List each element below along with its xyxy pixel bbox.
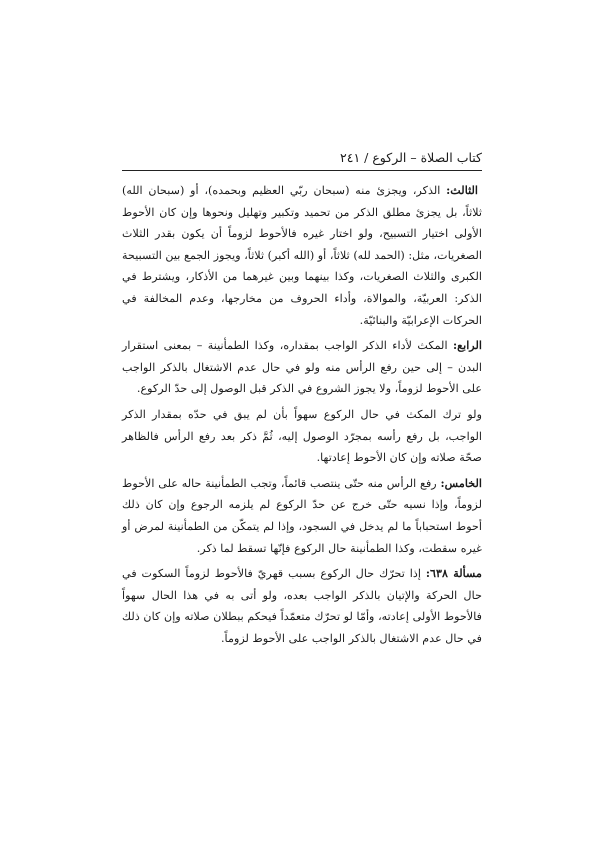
paragraph-fifth xyxy=(122,473,482,559)
paragraph-masala-638 xyxy=(122,563,482,649)
paragraph-lead: الخامس: xyxy=(440,475,482,490)
paragraph-lead: مسألة ٦٣٨: xyxy=(425,566,482,581)
paragraph-text: إذا تحرّك حال الركوع بسبب قهريّ فالأحوط لزوماً السكوت في حال الحركة والإتيان بالذكر الواجب بعده، ولو أتى به في هذا الحال سهواً فالأحوط الأولى إعادته، وأمّا لو تحرّك متعمّداً فيحكم ببطلان صلاته وإن كان ذلك في حال عدم الاشتغال بالذكر الواجب على الأحوط لزوماً. xyxy=(122,567,482,645)
page-header xyxy=(122,148,482,171)
paragraph-lead: الرابع: xyxy=(453,338,482,353)
paragraph-third xyxy=(122,180,482,331)
paragraph-text: المكث لأداء الذكر الواجب بمقداره، وكذا الطمأنينة – بمعنى استقرار البدن – إلى حين رفع الرأس منه ولو في حال عدم الاشتغال بالذكر الواجب على الأحوط لزوماً، ولا يجوز الشروع في الذكر قبل الوصول إلى حدّ الركوع. xyxy=(122,339,482,396)
page-body xyxy=(122,180,482,653)
paragraph-mukth-note xyxy=(122,404,482,469)
paragraph-lead: الثالث: xyxy=(446,183,478,197)
running-title: كتاب الصلاة – الركوع / ٢٤١ xyxy=(340,150,482,165)
paragraph-fourth xyxy=(122,335,482,400)
paragraph-text: الذكر، ويجزئ منه (سبحان ربّي العظيم وبحمده)، أو (سبحان الله) ثلاثاً، بل يجزئ مطلق الذكر من تحميد وتكبير وتهليل ونحوها وإن كان الأحوط الأولى اختيار التسبيح، ولو اختار غيره فالأحوط لزوماً أن يكون بقدر الثلاث الصغريات، مثل: (الحمد لله) ثلاثاً، أو (الله أكبر) ثلاثاً، ويجوز الجمع بين التسبيحة الكبرى والثلاث الصغريات، وكذا بينهما وبين غيرهما من الأذكار، ويشترط في الذكر: العربيّة، والموالاة، وأداء الحروف من مخارجها، وعدم المخالفة في الحركات الإعرابيّة والبنائيّة. xyxy=(122,184,482,327)
paragraph-text: رفع الرأس منه حتّى ينتصب قائماً، وتجب الطمأنينة حاله على الأحوط لزوماً، وإذا نسيه حتّى خرج عن حدّ الركوع لم يلزمه الرجوع وإن كان ذلك أحوط استحباباً ما لم يدخل في السجود، وإذا لم يتمكّن من الطمأنينة لمرض أو غيره سقطت، وكذا الطمأنينة حال الركوع فإنّها تسقط لما ذكر. xyxy=(122,476,482,555)
paragraph-text: ولو ترك المكث في حال الركوع سهواً بأن لم يبق في حدّه بمقدار الذكر الواجب، بل رفع رأسه بمجرّد الوصول إليه، ثُمَّ ذكر بعد رفع الرأس فالظاهر صحّة صلاته وإن كان الأحوط إعادتها. xyxy=(122,407,482,465)
